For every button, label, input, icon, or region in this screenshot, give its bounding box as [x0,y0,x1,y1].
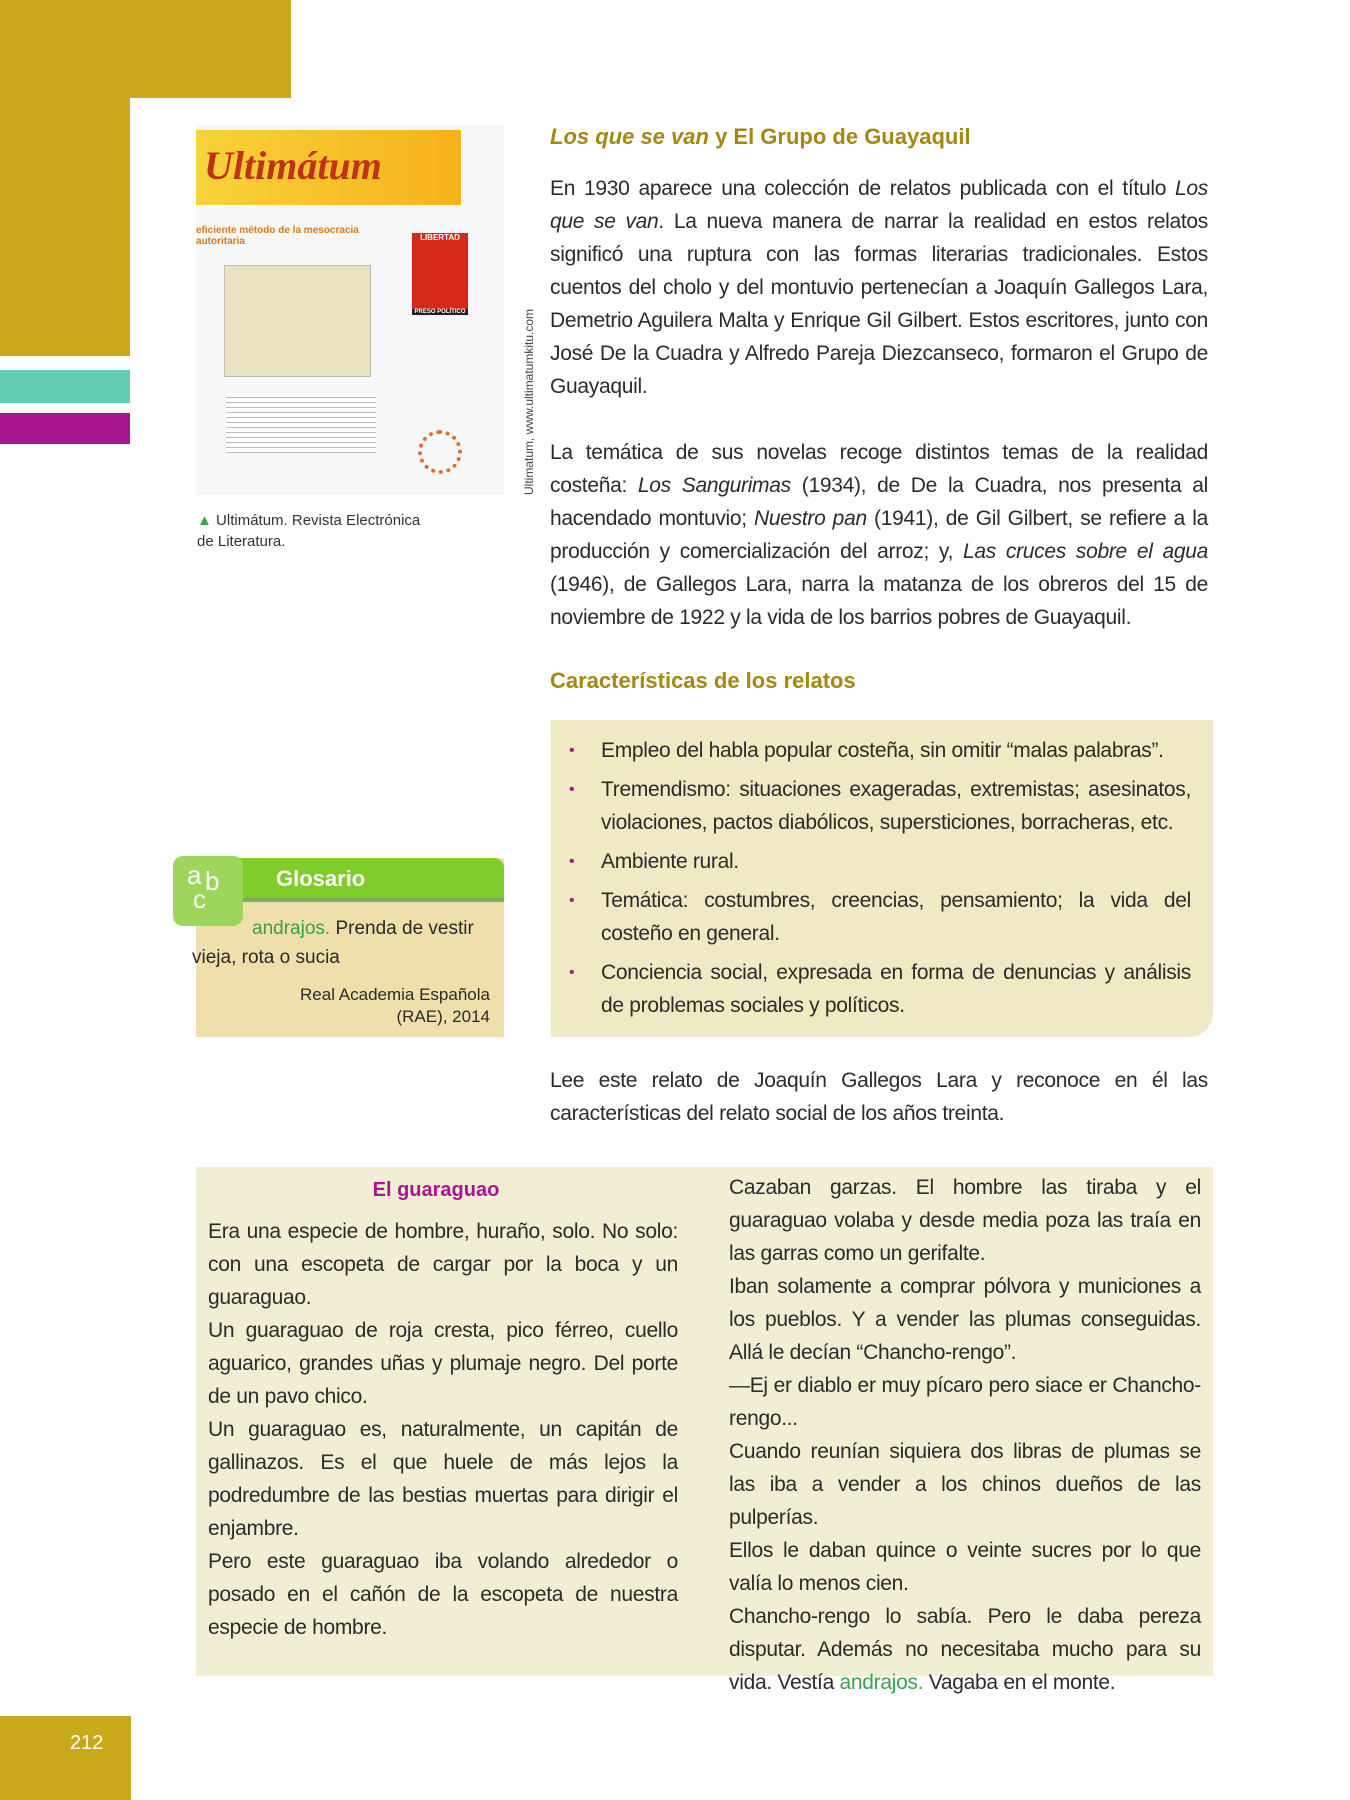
characteristics-title: Características de los relatos [550,668,856,693]
section-title: Los que se van y El Grupo de Guayaquil [550,124,971,149]
story-box [196,1167,1213,1694]
list-item: • Ambiente rural. [551,845,1191,878]
poster: LIBERTAD PRESO POLÍTICO [412,233,468,315]
purple-tab [0,413,130,444]
instruction: Lee este relato de Joaquín Gallegos Lara y reconoce en él las características del relato social de los años treinta. [550,1069,1208,1125]
list-item: • Temática: costumbres, creencias, pensamiento; la vida del costeño en general. [551,884,1191,950]
triangle-icon: ▲ [197,512,212,529]
paragraph-1: En 1930 aparece una colección de relatos publicada con el título Los que se van. La nueva manera de narrar la realidad en estos relatos significó una ruptura con las formas literarias tradicionales. Estos cuentos del cholo y del montuvio pertenecían a Joaquín Gallegos Lara, Demetrio Aguilera Malta y Enrique Gil Gilbert. Estos escritores, junto con José De la Cuadra y Alfredo Pareja Diezcanseco, formaron el Grupo de Guayaquil. [550,177,1208,398]
page-number: 212 [70,1732,104,1754]
list-item: • Conciencia social, expresada en forma de denuncias y análisis de problemas sociales y políticos. [551,956,1191,1022]
glossary-source: Real Academia Española (RAE), 2014 [300,985,490,1026]
characteristics-list [551,734,1191,1028]
glossary-term: andrajos. [252,918,331,939]
list-item: • Empleo del habla popular costeña, sin omitir “malas palabras”. [551,734,1191,767]
story-title: El guaraguao [372,1179,500,1201]
list-item: • Tremendismo: situaciones exageradas, extremistas; asesinatos, violaciones, pactos diabólicos, supersticiones, borracheras, etc. [551,773,1191,839]
glossary-title: Glosario [276,866,366,891]
paragraph-2: La temática de sus novelas recoge distintos temas de la realidad costeña: Los Sangurimas (1934), de De la Cuadra, nos presenta al hacendado montuvio; Nuestro pan (1941), de Gil Gilbert, se refiere a la producción y comercialización del arroz; y, Las cruces sobre el agua (1946), de Gallegos Lara, narra la matanza de los obreros del 15 de noviembre de 1922 y la vida de los barrios pobres de Guayaquil. [550,441,1208,629]
text-lines [226,393,376,453]
glossary-entry: andrajos. Prenda de vestir vieja, rota o sucia [192,918,474,968]
spiral-logo [418,430,462,474]
page-number-box [0,1716,131,1800]
image-caption: ▲ Ultimátum. Revista Electrónica de Literatura. [197,512,421,550]
cartoon [224,265,371,377]
story-left-column: Era una especie de hombre, huraño, solo. No solo: con una escopeta de cargar por la boca y un guaraguao. Un guaraguao de roja cresta, pico férreo, cuello aguarico, grandes uñas y plumaje negro. Del porte de un pavo chico. Un guaraguao es, naturalmente, un capitán de gallinazos. Es el que huele de más lejos la podredumbre de las bestias muertas para dirigir el enjambre. Pero este guaraguao iba volando alrededor o posado en el cañón de la escopeta de nuestra especie de hombre. [208,1220,678,1639]
image-credit: Ultimatum, www.ultimatumkitu.com [522,308,536,495]
article-headline: eficiente método de la mesocracia autoritaria [196,225,359,247]
characteristics-box [551,720,1213,1037]
masthead: Ultimátum [196,130,461,205]
glossary-term-link[interactable]: andrajos. [839,1671,924,1694]
abc-icon: a b c [173,856,243,926]
side-band [0,0,130,356]
teal-tab [0,370,130,403]
glossary-box [187,858,504,1037]
story-right-column: Cazaban garzas. El hombre las tiraba y el guaraguao volaba y desde media poza las traía en las garras como un gerifalte. Iban solamente a comprar pólvora y municiones a los pueblos. Y a vender las plumas conseguidas. Allá le decían “Chancho-rengo”. —Ej er diablo er muy pícaro pero siace er Chancho-rengo... Cuando reunían siquiera dos libras de plumas se las iba a vender a los chinos dueños de las pulperías. Ellos le daban quince o veinte sucres por lo que valía lo menos cien. Chancho-rengo lo sabía. Pero le daba pereza disputar. Además no necesitaba mucho para su vida. Vestía andrajos. Vagaba en el monte. [729,1176,1201,1694]
magazine-screenshot [196,125,504,495]
